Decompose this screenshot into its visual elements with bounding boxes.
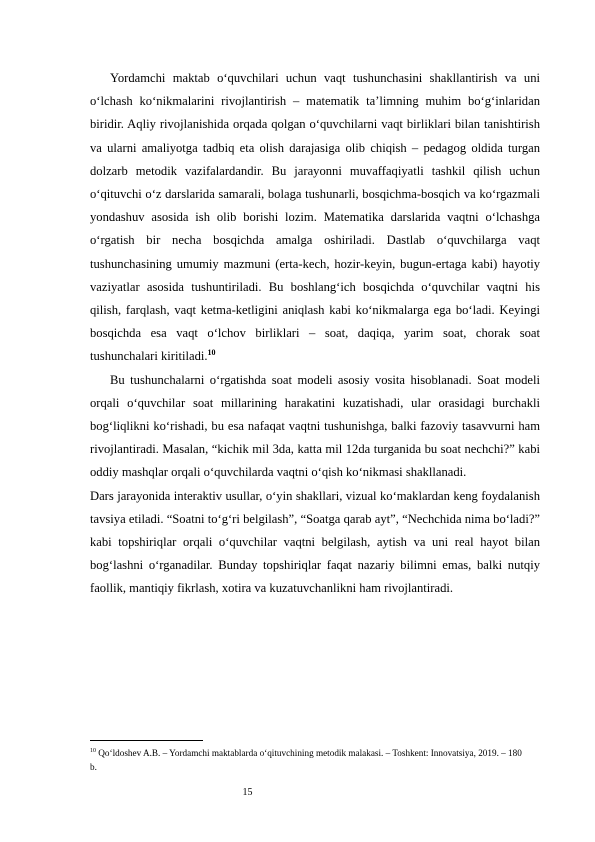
page-number: 15 — [242, 787, 253, 798]
footnote-reference: 10 — [207, 348, 216, 358]
footnote-number: 10 — [90, 748, 96, 754]
page-body — [90, 67, 540, 601]
paragraph-3: Dars jarayonida interaktiv usullar, o‘yin shakllari, vizual ko‘maklardan keng foydalanish tavsiya etiladi. “Soatni to‘g‘ri belgilash”, “Soatga qarab ayt”, “Nechchida nima bo‘ladi?” kabi topshiriqlar orqali o‘quvchilar vaqtni belgilash, aytish va uni real hayot bilan bog‘lashni o‘rganadilar. Bunday topshiriqlar faqat nazariy bilimni emas, balki nutqiy faollik, mantiqiy fikrlash, xotira va kuzatuvchanlikni ham rivojlantiradi. — [90, 488, 540, 596]
footnote-separator — [90, 740, 203, 741]
paragraph-2: Bu tushunchalarni o‘rgatishda soat modeli asosiy vosita hisoblanadi. Soat modeli orqali o‘quvchilar soat millarining harakatini kuzatishadi, ular orasidagi burchakli bog‘liqlikni ko‘rishadi, bu esa nafaqat vaqtni tushunishga, balki fazoviy tasavvurni ham rivojlantiradi. Masalan, “kichik mil 3da, katta mil 12da turganida bu soat nechchi?” kabi oddiy mashqlar orqali o‘quvchilarda vaqtni o‘qish ko‘nikmasi shakllanadi. — [90, 372, 540, 480]
footnote — [90, 744, 530, 774]
footnote-text: Qo‘ldoshev A.B. – Yordamchi maktablarda o‘qituvchining metodik malakasi. – Toshkent: Innovatsiya, 2019. – 180 b. — [90, 748, 522, 773]
paragraph-1 — [90, 67, 540, 369]
paragraph-1-text: Yordamchi maktab o‘quvchilari uchun vaqt tushunchasini shakllantirish va uni o‘lchash ko‘nikmalarini rivojlantirish – matematik ta’limning muhim bo‘g‘inlaridan biridir. Aqliy rivojlanishida orqada qolgan o‘quvchilarni vaqt birliklari bilan tanishtirish va ularni amaliyotga tadbiq eta olish darajasiga olib chiqish – pedagog oldida turgan dolzarb metodik vazifalardandir. Bu jarayonni muvaffaqiyatli tashkil qilish uchun o‘qituvchi o‘z darslarida samarali, bolaga tushunarli, bosqichma-bosqich va ko‘rgazmali yondashuv asosida ish olib borishi lozim. Matematika darslarida vaqtni o‘lchashga o‘rgatish bir necha bosqichda amalga oshiriladi. Dastlab o‘quvchilarga vaqt tushunchasining umumiy mazmuni (erta-kech, hozir-keyin, bugun-ertaga kabi) hayotiy vaziyatlar asosida tushuntiriladi. Bu boshlang‘ich bosqichda o‘quvchilar vaqtni his qilish, farqlash, vaqt ketma-ketligini aniqlash kabi ko‘nikmalarga ega bo‘ladi. Keyingi bosqichda esa vaqt o‘lchov birliklari – soat, daqiqa, yarim soat, chorak soat tushunchalari kiritiladi. — [90, 71, 540, 364]
